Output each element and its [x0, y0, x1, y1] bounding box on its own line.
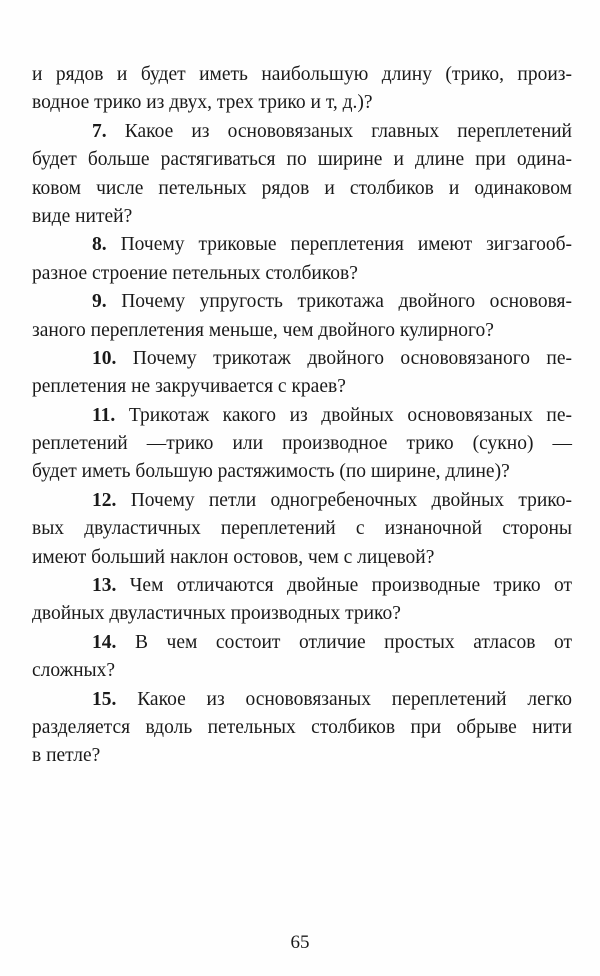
text-line: [32, 146, 572, 174]
line-text: будет иметь большую растяжимость (по ширине, длине)?: [32, 461, 510, 483]
text-line: [32, 544, 572, 572]
line-text: реплетения не закручивается с краев?: [32, 376, 346, 398]
line-text: в петле?: [32, 745, 101, 767]
text-line: [32, 175, 572, 203]
text-line: [32, 61, 572, 89]
text-line: [32, 657, 572, 685]
line-text: В чем состоит отличие простых атласов от: [134, 631, 572, 653]
text-line: [32, 231, 572, 259]
line-text: Какое из основовязаных переплетений легко: [137, 688, 572, 710]
question-7: [32, 118, 572, 232]
text-line: [32, 686, 572, 714]
line-text: двойных двуластичных производных трико?: [32, 603, 401, 625]
line-text: Почему упругость трикотажа двойного основовя-: [121, 291, 572, 313]
paragraph-continuation: [32, 61, 572, 118]
question-number: 11.: [92, 404, 116, 426]
line-text: имеют больший наклон остовов, чем с лицевой?: [32, 546, 435, 568]
line-text: сложных?: [32, 660, 116, 682]
question-8: [32, 231, 572, 288]
question-number: 7.: [92, 120, 107, 142]
line-text: Трикотаж какого из двойных основовязаных пе-: [128, 404, 572, 426]
question-number: 14.: [92, 631, 117, 653]
page-body-text: [32, 61, 572, 771]
text-line: [32, 742, 572, 770]
question-9: [32, 288, 572, 345]
text-line: [32, 515, 572, 543]
question-15: [32, 686, 572, 771]
line-text: будет больше растягиваться по ширине и длине при одина-: [32, 149, 572, 171]
line-text: Почему триковые переплетения имеют зигзагооб-: [120, 234, 572, 256]
text-line: [32, 373, 572, 401]
line-text: ковом числе петельных рядов и столбиков и одинаковом: [32, 177, 572, 199]
text-line: [32, 118, 572, 146]
line-text: Какое из основовязаных главных переплетений: [124, 120, 572, 142]
question-number: 8.: [92, 234, 107, 256]
text-line: [32, 317, 572, 345]
text-line: [32, 260, 572, 288]
question-number: 12.: [92, 489, 117, 511]
question-number: 9.: [92, 291, 107, 313]
line-text: реплетений —трико или производное трико (сукно) —: [32, 433, 572, 455]
text-line: [32, 288, 572, 316]
line-text: водное трико из двух, трех трико и т, д.)?: [32, 92, 373, 114]
question-number: 13.: [92, 575, 117, 597]
question-12: [32, 487, 572, 572]
text-line: [32, 430, 572, 458]
text-line: [32, 203, 572, 231]
line-text: вых двуластичных переплетений с изнаночной стороны: [32, 518, 572, 540]
line-text: виде нитей?: [32, 205, 133, 227]
text-line: [32, 714, 572, 742]
line-text: разделяется вдоль петельных столбиков при обрыве нити: [32, 716, 572, 738]
line-text: Почему петли одногребеночных двойных трико-: [130, 489, 573, 511]
question-number: 15.: [92, 688, 117, 710]
question-10: [32, 345, 572, 402]
question-number: 10.: [92, 347, 117, 369]
page-number: 65: [290, 932, 310, 953]
text-line: [32, 600, 572, 628]
line-text: и рядов и будет иметь наибольшую длину (трико, произ-: [32, 64, 572, 85]
line-text: заного переплетения меньше, чем двойного кулирного?: [32, 319, 494, 341]
text-line: [32, 487, 572, 515]
text-line: [32, 458, 572, 486]
line-text: Чем отличаются двойные производные трико от: [129, 575, 573, 597]
line-text: разное строение петельных столбиков?: [32, 262, 358, 284]
text-line: [32, 345, 572, 373]
question-14: [32, 629, 572, 686]
text-line: [32, 629, 572, 657]
line-text: Почему трикотаж двойного основовязаного пе-: [132, 347, 572, 369]
question-11: [32, 402, 572, 487]
text-line: [32, 402, 572, 430]
text-line: [32, 89, 572, 117]
text-line: [32, 572, 572, 600]
question-13: [32, 572, 572, 629]
